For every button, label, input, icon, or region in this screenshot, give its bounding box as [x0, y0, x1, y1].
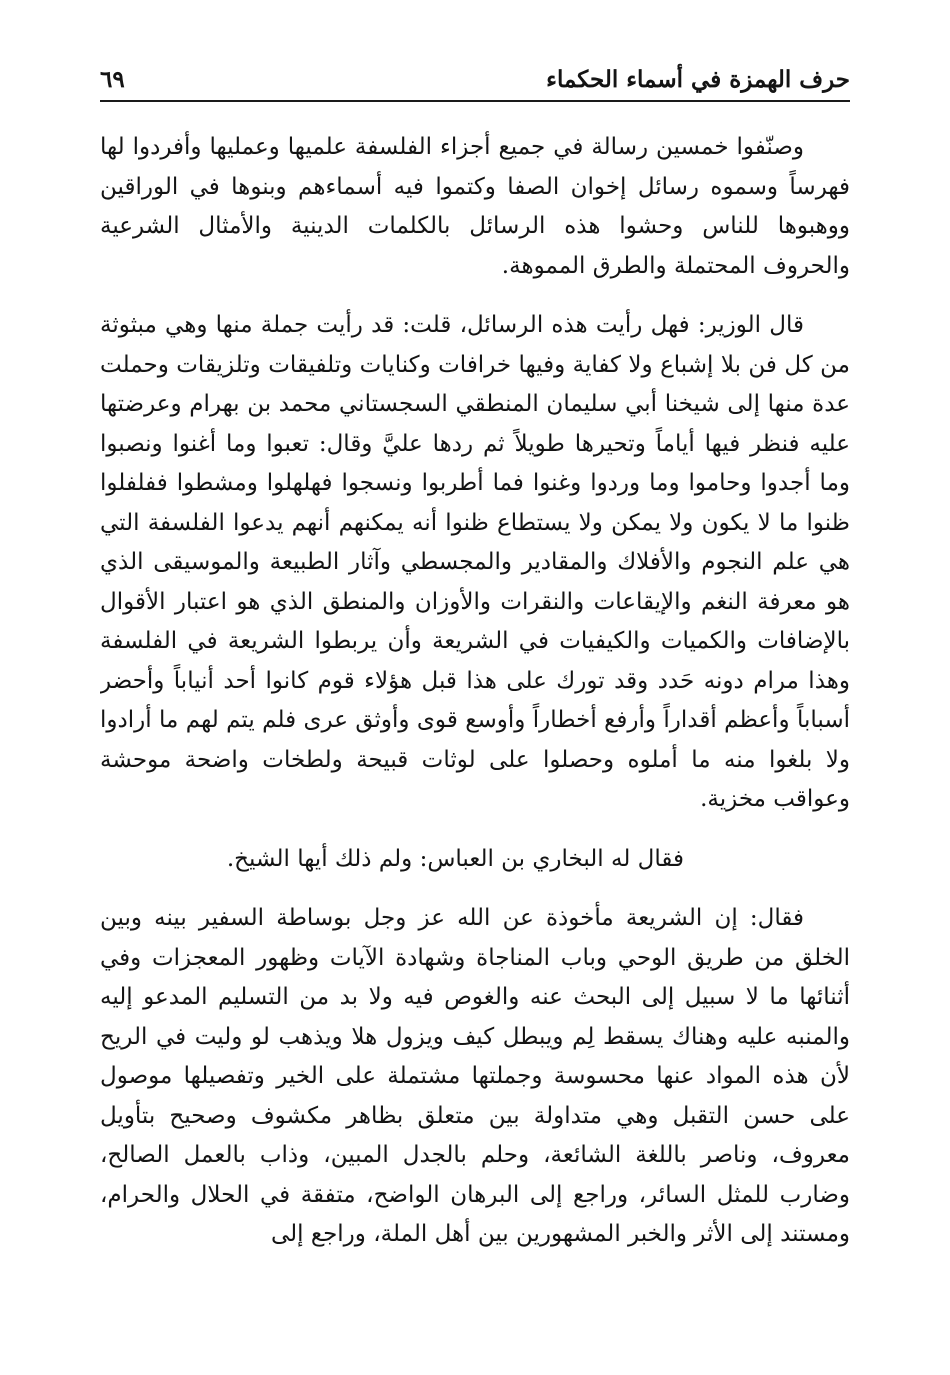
running-title: حرف الهمزة في أسماء الحكماء: [546, 65, 850, 93]
running-header: [100, 58, 850, 102]
page-number: ٦٩: [100, 65, 125, 93]
paragraph: قال الوزير: فهل رأيت هذه الرسائل، قلت: قد رأيت جملة منها وهي مبثوثة من كل فن بلا إشباع ولا كفاية وفيها خرافات وكنايات وتلفيقات وتلزيقات وحملت عدة منها إلى شيخنا أبي سليمان المنطقي السجستاني محمد بن بهرام وعرضتها عليه فنظر فيها أياماً وتحيرها طويلاً ثم ردها عليَّ وقال: تعبوا وما أغنوا ونصبوا وما أجدوا وحاموا وما وردوا وغنوا فما أطربوا ونسجوا فهلهلوا ومشطوا ففلفلوا ظنوا ما لا يكون ولا يمكن ولا يستطاع ظنوا أنه يمكنهم أنهم يدعوا الفلسفة التي هي علم النجوم والأفلاك والمقادير والمجسطي وآثار الطبيعة والموسيقى الذي هو معرفة النغم والإيقاعات والنقرات والأوزان والمنطق الذي هو اعتبار الأقوال بالإضافات والكميات والكيفيات في الشريعة وأن يربطوا الشريعة في الفلسفة وهذا مرام دونه حَدد وقد تورك على هذا قبل هؤلاء قوم كانوا أحد أنياباً وأحضر أسباباً وأعظم أقداراً وأرفع أخطاراً وأوسع قوى وأوثق عرى فلم يتم لهم ما أرادوا ولا بلغوا منه ما أملوه وحصلوا على لوثات قبيحة ولطخات واضحة موحشة وعواقب مخزية.: [100, 312, 850, 812]
paragraph: فقال له البخاري بن العباس: ولم ذلك أيها الشيخ.: [226, 845, 684, 872]
paragraph: وصنّفوا خمسين رسالة في جميع أجزاء الفلسفة علميها وعمليها وأفردوا لها فهرساً وسموه رسائل إخوان الصفا وكتموا فيه أسماءهم وبنوها في الوراقين ووهبوها للناس وحشوا هذه الرسائل بالكلمات الدينية والأمثال الشرعية والحروف المحتملة والطرق المموهة.: [100, 134, 850, 279]
body-text: [100, 128, 850, 1345]
paragraph: فقال: إن الشريعة مأخوذة عن الله عز وجل بوساطة السفير بينه وبين الخلق من طريق الوحي وباب المناجاة وشهادة الآيات وظهور المعجزات وفي أثنائها ما لا سبيل إلى البحث عنه والغوص فيه ولا بد من التسليم المدعو إليه والمنبه عليه وهناك يسقط لِم ويبطل كيف ويزول هلا ويذهب لو وليت في الريح لأن هذه المواد عنها محسوسة وجملتها مشتملة على الخير وتفصيلها موصول على حسن التقبل وهي متداولة بين متعلق بظاهر مكشوف وصحيح بتأويل معروف، وناصر باللغة الشائعة، وحلم بالجدل المبين، وذاب بالعمل الصالح، وضارب للمثل السائر، وراجع إلى البرهان الواضح، متفقة في الحلال والحرام، ومستند إلى الأثر والخبر المشهورين بين أهل الملة، وراجع إلى: [100, 905, 850, 1247]
